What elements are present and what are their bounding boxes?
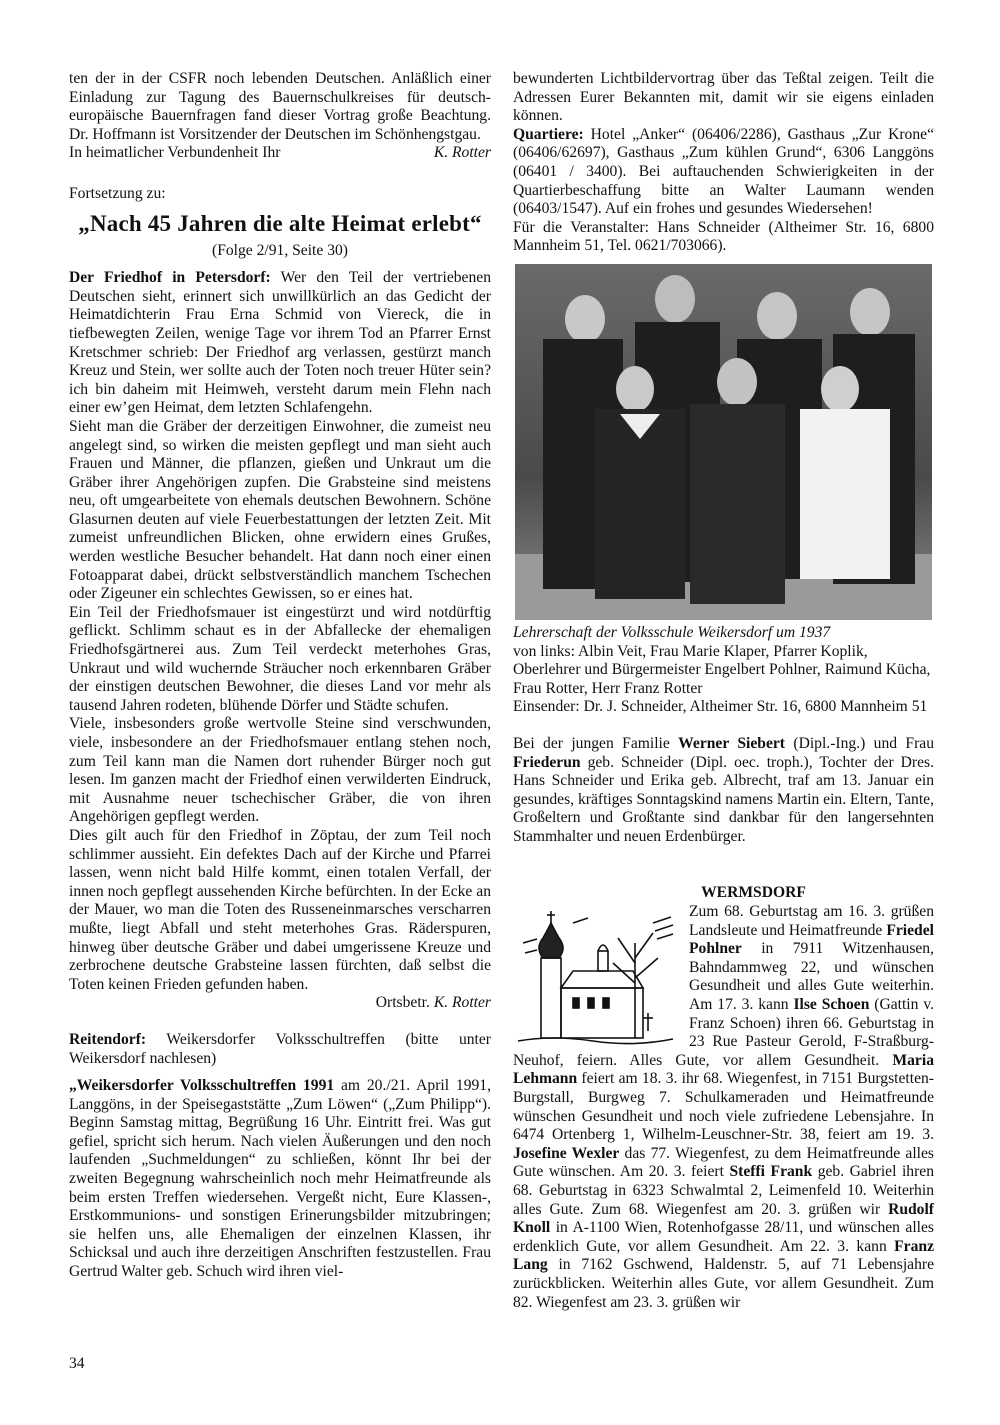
right-column xyxy=(513,70,934,1312)
article-paragraph-3: Ein Teil der Friedhofsmauer ist eingestürzt und wird notdürftig geflickt. Schlimm schaut es in der Abfallecke der ehemaligen Friedhofsgärtnerei aus. Zum Teil verdeckt meterhohes Gras, Unkraut und wild wuchernde Sträucher noch erkennbaren Gräber der einstigen deutschen Bewohner, die dieses Land vor mehr als tausend Jahren rodeten, blühende Dörfer und Städte schufen. xyxy=(69,603,491,714)
article-paragraph-4: Viele, insbesonders große wertvolle Steine sind verschwunden, viele, insbesondere an der Friedhofsmauer entlang stehen noch, zum Teil kann man die Namen dort ruhender Bürger noch gut lesen. Im ganzen macht der Friedhof einen verwilderten Eindruck, mit Ausnahme neuer tschechischer Gräber, die von ihren Angehörigen gepflegt werden. xyxy=(69,715,491,826)
article-signature: Ortsbetr. K. Rotter xyxy=(375,994,491,1012)
closing-signature: K. Rotter xyxy=(433,144,491,162)
wermsdorf-section xyxy=(513,903,934,1312)
page-number: 34 xyxy=(69,1355,85,1372)
treffen-notice: „Weikersdorfer Volksschultreffen 1991 am 20./21. April 1991, Langgöns, in der Speisegaststätte „Zum Löwen“ („Zum Philipp“). Beginn Samstag mittag, Begrüßung 16 Uhr. Eintritt frei. Was gut gefiel, spricht sich herum. Nach vielen Äußerungen und den noch laufenden „Suchmeldungen“ zu schließen, könnt Ihr bei der zweiten Begegnung wahrscheinlich noch mehr Heimatfreunde als beim ersten Treffen wiedersehen. Vergeßt nicht, Eure Klassen-, Erstkommunions- und sonstigen Erinerungsbilder mitzubringen; sie helfen uns, alle Ehemaligen der einzelnen Klassen, ihr Schicksal und auch ihre derzeitigen Anschriften festzustellen. Frau Gertrud Walter geb. Schuch wird ihren viel- xyxy=(69,1077,491,1281)
photo-caption-title: Lehrerschaft der Volksschule Weikersdorf um 1937 xyxy=(513,623,831,641)
wermsdorf-title: WERMSDORF xyxy=(701,884,806,902)
church-sketch-icon xyxy=(513,903,683,1048)
quartiere-paragraph: Quartiere: Hotel „Anker“ (06406/2286), Gasthaus „Zur Krone“ (06406/62697), Gasthaus „Zum kühlen Grund“, 6306 Langgöns (06401 / 3400). Bei auftauchenden Schwierigkeiten in der Quartierbeschaffung bitte an Walter Laumann wenden (06403/1547). Auf ein frohes und gesundes Wiedersehen! xyxy=(513,125,934,218)
article-paragraph-5: Dies gilt auch für den Friedhof in Zöptau, der zum Teil noch schlimmer aussieht. Ein defektes Dach auf der Kirche und Pfarrei lassen, wenn nicht bald Hilfe kommt, einen totalen Verfall, der innen noch gepflegt aussehenden Kirche befürchten. In der Ecke an der Mauer, wo man die Toten des Russeneinmarsches verscharren mußte, liegt Abfall und steht meterhohes Gras. Räderspuren, hinweg über deutsche Gräber und dabei umgerissene Kreuze und zerbrochene deutsche Grabsteine lassen fürchten, daß selbst die Toten keinen Frieden gefunden haben. xyxy=(69,826,491,993)
article-subline: (Folge 2/91, Seite 30) xyxy=(212,241,348,259)
wermsdorf-birthdays: Zum 68. Geburtstag am 16. 3. grüßen Landsleute und Heimatfreunde Friedel Pohlner in 7911 Witzenhausen, Bahndammweg 22, und wünschen Gesundheit und alles Gute weiterhin. Am 17. 3. kann Ilse Schoen (Gattin v. Franz Schoen) ihren 66. Geburtstag in 23 Rue Pasteur Gerold, F-Straßburg-Neuhof, feiern. Alles Gute, vor allem Gesundheit. Maria Lehmann feiert am 18. 3. ihr 68. Wiegenfest, in 7151 Burgstetten-Burgstall, Burgweg 7. Schulkameraden und Heimatfreunde wünschen Gesundheit und noch viele zufriedene Lebensjahre. In 6474 Ortenberg 1, Wilhelm-Leuschner-Str. 38, feiert am 19. 3. Josefine Wexler das 77. Wiegenfest, zu dem Heimatfreunde alles Gute wünschen. Am 20. 3. feiert Steffi Frank geb. Gabriel ihren 68. Geburtstag in 6323 Schwalmtal 2, Leimenfeld 10. Weiterhin alles Gute. Zum 68. Wiegenfest am 20. 3. grüßen wir Rudolf Knoll in A-1100 Wien, Rotenhofgasse 28/11, und wünschen alles erdenklich Gute, vor allem Gesundheit. Am 22. 3. kann Franz Lang in 7162 Gschwend, Haldenstr. 5, auf 71 Lebensjahre zurückblicken. Weiterhin alles Gute, vor allem Gesundheit. Zum 82. Wiegenfest am 23. 3. grüßen wir xyxy=(513,903,934,1311)
photo-caption-names: von links: Albin Veit, Frau Marie Klaper, Pfarrer Koplik, Oberlehrer und Bürgermeister Engelbert Pohlner, Raimund Kücha, Frau Rotter, Herr Franz Rotter xyxy=(513,642,931,697)
left-column xyxy=(69,70,491,1282)
closing-text: In heimatlicher Verbundenheit Ihr xyxy=(69,144,281,162)
birth-notice: Bei der jungen Familie Werner Siebert (Dipl.-Ing.) und Frau Friederun geb. Schneider (Dipl. oec. troph.), Tochter der Dres. Hans Schneider und Erika geb. Albrecht, traf am 13. Januar ein gesundes, kräftiges Sonntagskind namens Martin ein. Eltern, Tante, Großeltern und Großtante sind dankbar für den langersehnten Stammhalter und neuen Erdenbürger. xyxy=(513,734,934,845)
reitendorf-notice: Reitendorf: Weikersdorfer Volksschultreffen (bitte unter Weikersdorf nachlesen) xyxy=(69,1030,491,1067)
closing-line xyxy=(69,144,491,163)
intro-paragraph: ten der in der CSFR noch lebenden Deutschen. Anläßlich einer Einladung zur Tagung des Bauernschulkreises für deutsch-europäische Bauernfragen fand dieser Vortrag große Beachtung. Dr. Hoffmann ist Vorsitzender der Deutschen im Schönhengstgau. xyxy=(69,70,491,143)
article-paragraph-2: Sieht man die Gräber der derzeitigen Einwohner, die zumeist neu angelegt sind, so wirken die meisten gepflegt und man sieht auch Frauen und Männer, die pflanzen, gießen und Unkraut um die Gräber ihrer Angehörigen zupfen. Die Grabsteine sind meistens neu, oft umgearbeitete von ehemals deutschen Bewohnern. Schöne Glasurnen deuten auf viele Feuerbestattungen der letzten Zeit. Mit zumeist unfreundlichen Blicken, ohne erwidern eines Grußes, werden westliche Besucher behandelt. Hat dann noch einer einen Fotoapparat dabei, drückt selbstverständlich manchem Tschechen oder Zigeuner ein schlechtes Gewissen, so er eines hat. xyxy=(69,417,491,603)
article-headline: „Nach 45 Jahren die alte Heimat erlebt“ xyxy=(78,210,482,236)
group-photo xyxy=(515,264,932,620)
paragraph-lead: Der Friedhof in Petersdorf: xyxy=(69,269,271,287)
article-paragraph-1: Der Friedhof in Petersdorf: Wer den Teil der vertriebenen Deutschen sieht, erinnert sich unwillkürlich an das Gedicht der Heimatdichterin Frau Erna Schmid von Viereck, die in tiefbewegten Zeilen, wenige Tage vor ihrem Tod an Pfarrer Ernst Kretschmer schrieb: Der Friedhof arg verlassen, gestürzt manch Kreuz und Stein, wer sollte auch der Toten noch treuer Hüter sein? ich bin daheim mit Heimweh, versteht darum mein Flehn nach einer ew’gen Heimat, dem letzten Schlafengehn. xyxy=(69,269,491,417)
group-photo-image xyxy=(515,264,932,620)
organizer-text: Für die Veranstalter: Hans Schneider (Altheimer Str. 16, 6800 Mannheim 51, Tel. 0621/703066). xyxy=(513,218,934,255)
continued-text: bewunderten Lichtbildervortrag über das Teßtal zeigen. Teilt die Adressen Eurer Bekannten mit, damit wir sie eigens einladen können. xyxy=(513,70,934,125)
continuation-label: Fortsetzung zu: xyxy=(69,184,166,202)
photo-sender: Einsender: Dr. J. Schneider, Altheimer Str. 16, 6800 Mannheim 51 xyxy=(513,698,928,716)
